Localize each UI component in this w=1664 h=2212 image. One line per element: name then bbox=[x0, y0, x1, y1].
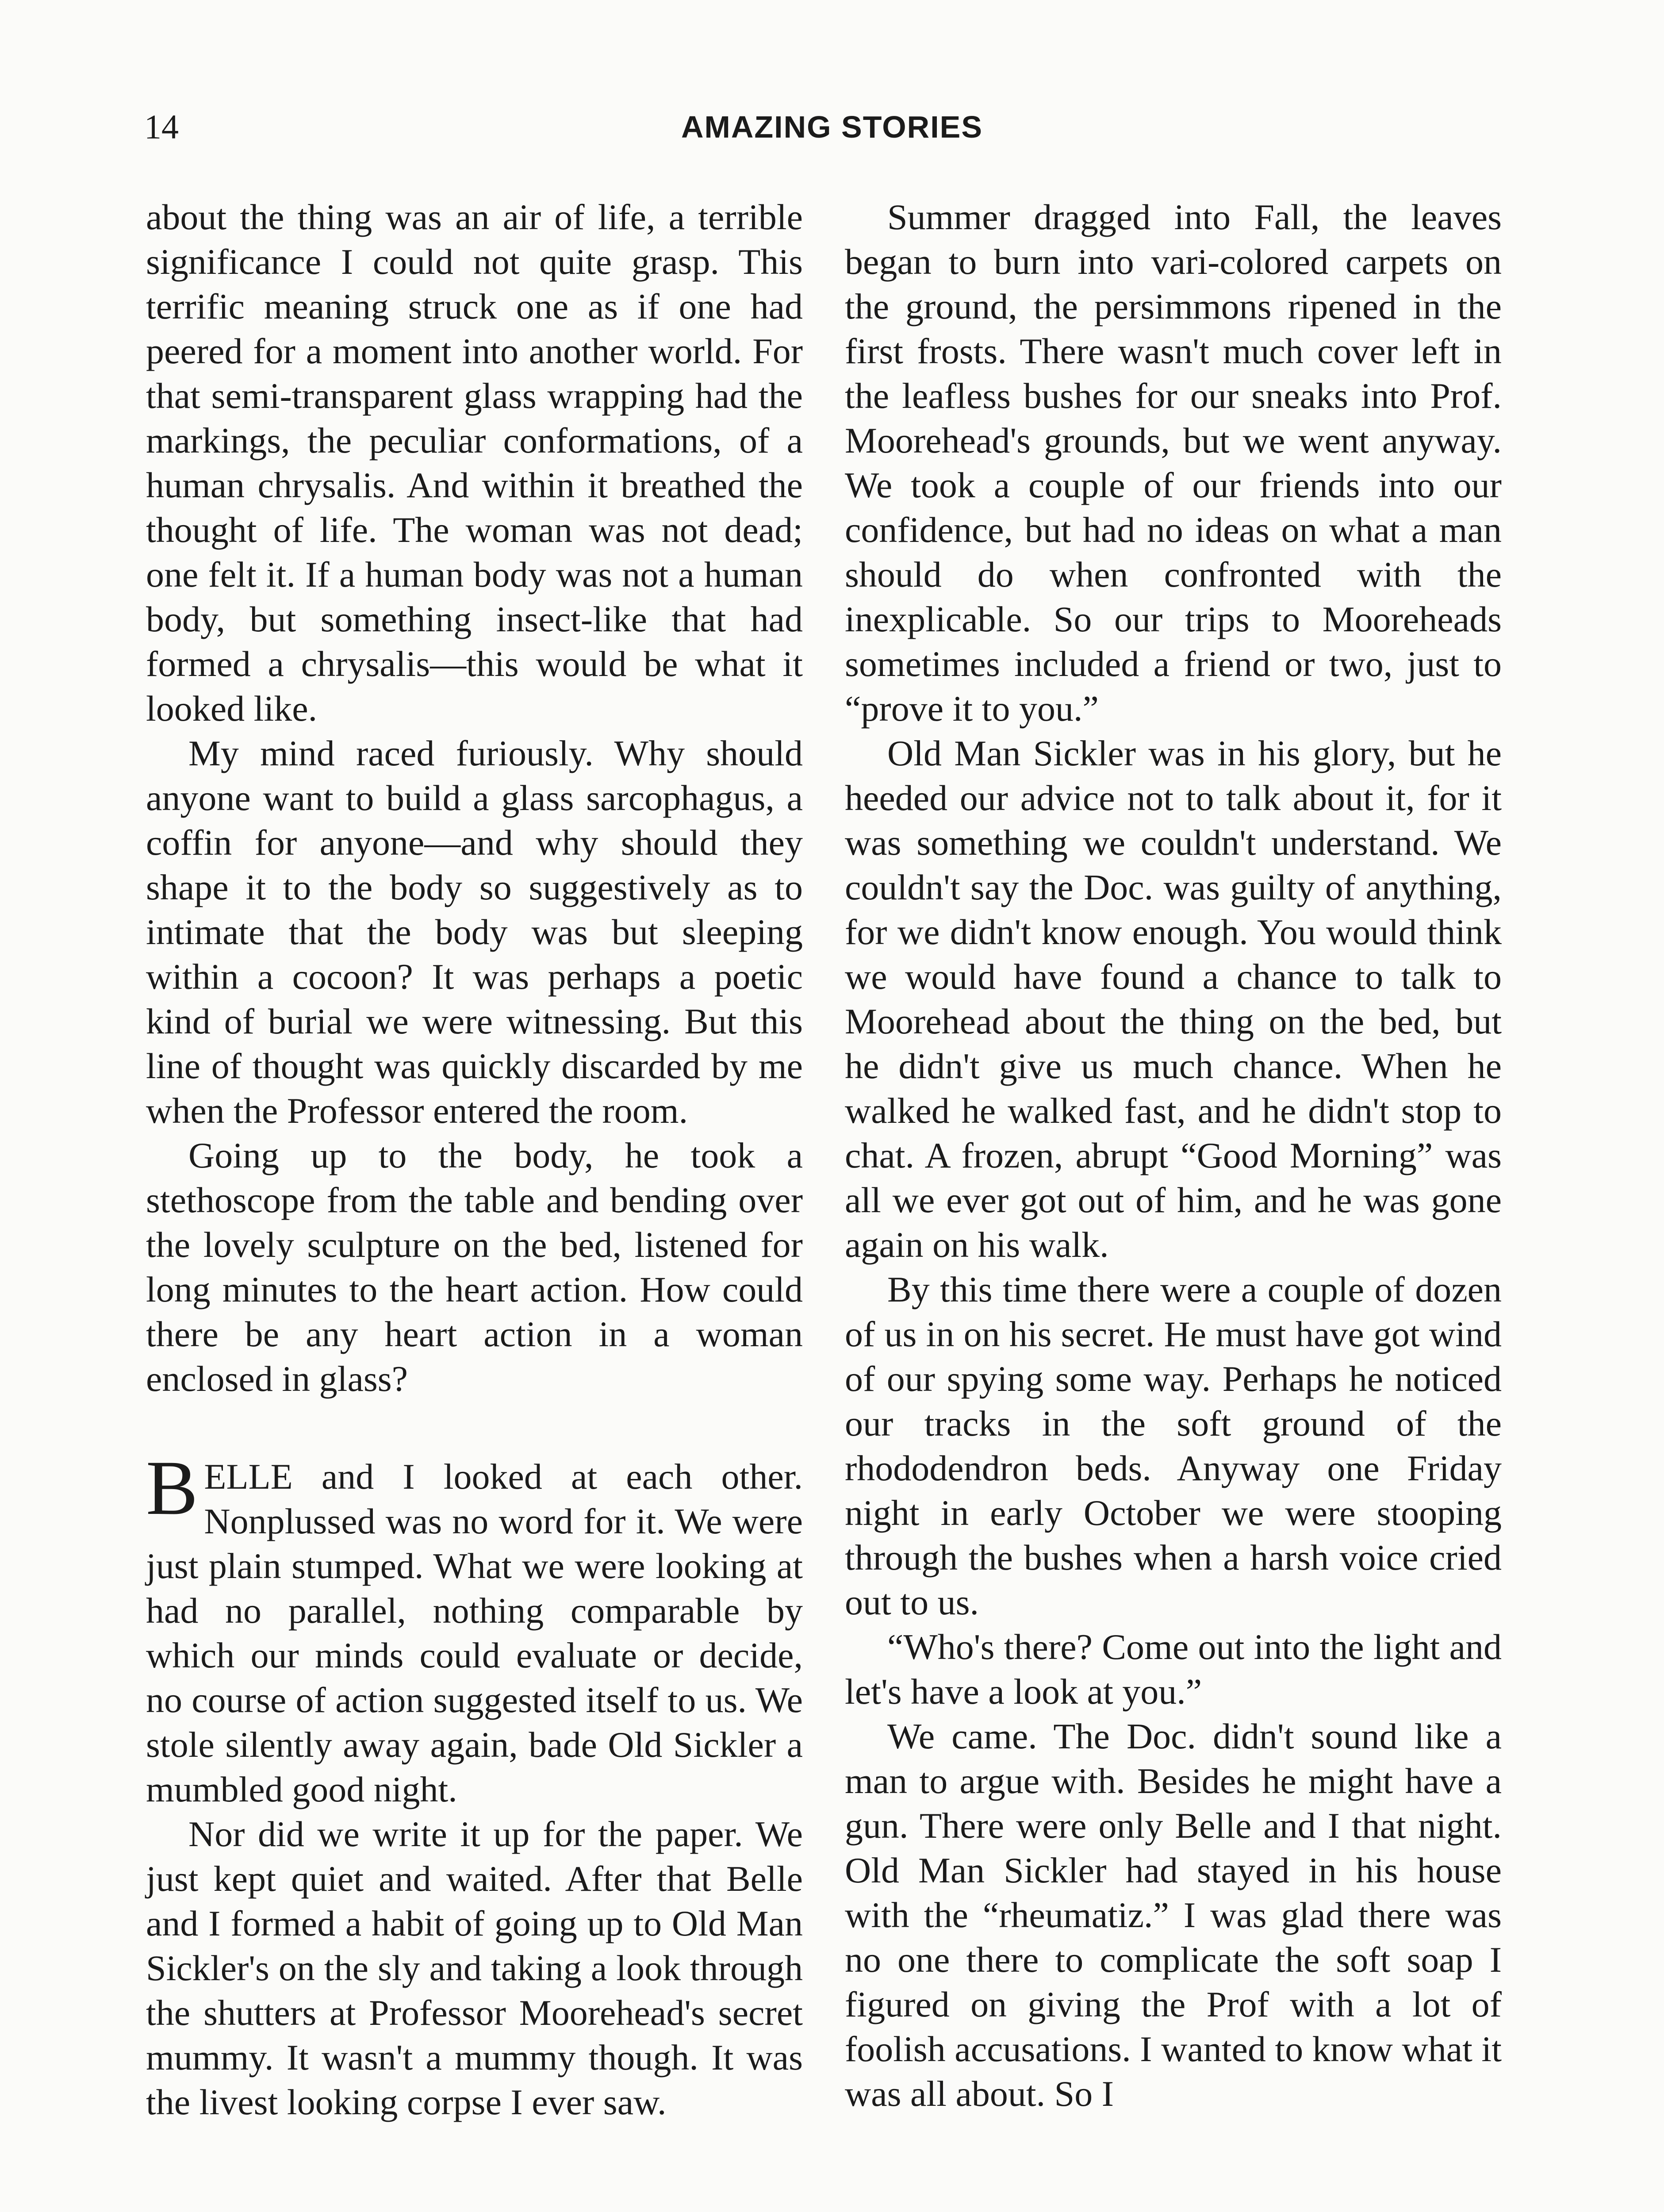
left-paragraph-5: Nor did we write it up for the paper. We just kept quiet and waited. After that Belle and I formed a habit of going up to Old Man Sickler's on the sly and taking a look through the shutters at Professor Moorehead's secret mummy. It wasn't a mummy though. It was the livest looking corpse I ever saw. bbox=[146, 1814, 803, 2122]
left-paragraph-3: Going up to the body, he took a stethoscope from the table and bending over the lovely sculpture on the bed, listened for long minutes to the heart action. How could there be any heart action in a woman enclosed in glass? bbox=[146, 1135, 803, 1399]
running-title: AMAZING STORIES bbox=[681, 110, 983, 144]
drop-cap: B bbox=[146, 1445, 198, 1531]
right-paragraph-3: By this time there were a couple of dozen of us in on his secret. He must have got wind of our spying some way. Perhaps he noticed our tracks in the soft ground of the rhododendron beds. Anyway one Friday night in early October we were stooping through the bushes when a harsh voice cried out to us. bbox=[845, 1269, 1502, 1622]
right-paragraph-5: We came. The Doc. didn't sound like a man to argue with. Besides he might have a gun. There were only Belle and I that night. Old Man Sickler had stayed in his house with the “rheumatiz.” I was glad there was no one there to complicate the soft soap I figured on giving the Prof with a lot of foolish accusations. I wanted to know what it was all about. So I bbox=[845, 1716, 1502, 2114]
left-paragraph-1: about the thing was an air of life, a terrible significance I could not quite grasp. This terrific meaning struck one as if one had peered for a moment into another world. For that semi-transparent glass wrapping had the markings, the peculiar conformations, of a human chrysalis. And within it breathed the thought of life. The woman was not dead; one felt it. If a human body was not a human body, but something insect-like that had formed a chrysalis—this would be what it looked like. bbox=[146, 197, 803, 729]
left-paragraph-4-text: ELLE and I looked at each other. Nonplussed was no word for it. We were just plain stumped. What we were looking at had no parallel, nothing comparable by which our minds could evaluate or decide, no course of action suggested itself to us. We stole silently away again, bade Old Sickler a mumbled good night. bbox=[146, 1456, 803, 1809]
right-paragraph-2: Old Man Sickler was in his glory, but he heeded our advice not to talk about it, for it was something we couldn't understand. We couldn't say the Doc. was guilty of anything, for we didn't know enough. You would think we would have found a chance to talk to Moorehead about the thing on the bed, but he didn't give us much chance. When he walked he walked fast, and he didn't stop to chat. A frozen, abrupt “Good Morning” was all we ever got out of him, and he was gone again on his walk. bbox=[845, 733, 1502, 1265]
right-column bbox=[845, 195, 1502, 2116]
right-paragraph-1: Summer dragged into Fall, the leaves began to burn into vari-colored carpets on the ground, the persimmons ripened in the first frosts. There wasn't much cover left in the leafless bushes for our sneaks into Prof. Moorehead's grounds, but we went anyway. We took a couple of our friends into our confidence, but had no ideas on what a man should do when confronted with the inexplicable. So our trips to Mooreheads sometimes included a friend or two, just to “prove it to you.” bbox=[845, 197, 1502, 729]
left-paragraph-4 bbox=[146, 1445, 803, 1812]
left-paragraph-2: My mind raced furiously. Why should anyone want to build a glass sarcophagus, a coffin for anyone—and why should they shape it to the body so suggestively as to intimate that the body was but sleeping within a cocoon? It was perhaps a poetic kind of burial we were witnessing. But this line of thought was quickly discarded by me when the Professor entered the room. bbox=[146, 733, 803, 1131]
left-column bbox=[146, 195, 803, 2124]
page-number: 14 bbox=[144, 108, 179, 146]
right-paragraph-4: “Who's there? Come out into the light and let's have a look at you.” bbox=[845, 1627, 1502, 1712]
